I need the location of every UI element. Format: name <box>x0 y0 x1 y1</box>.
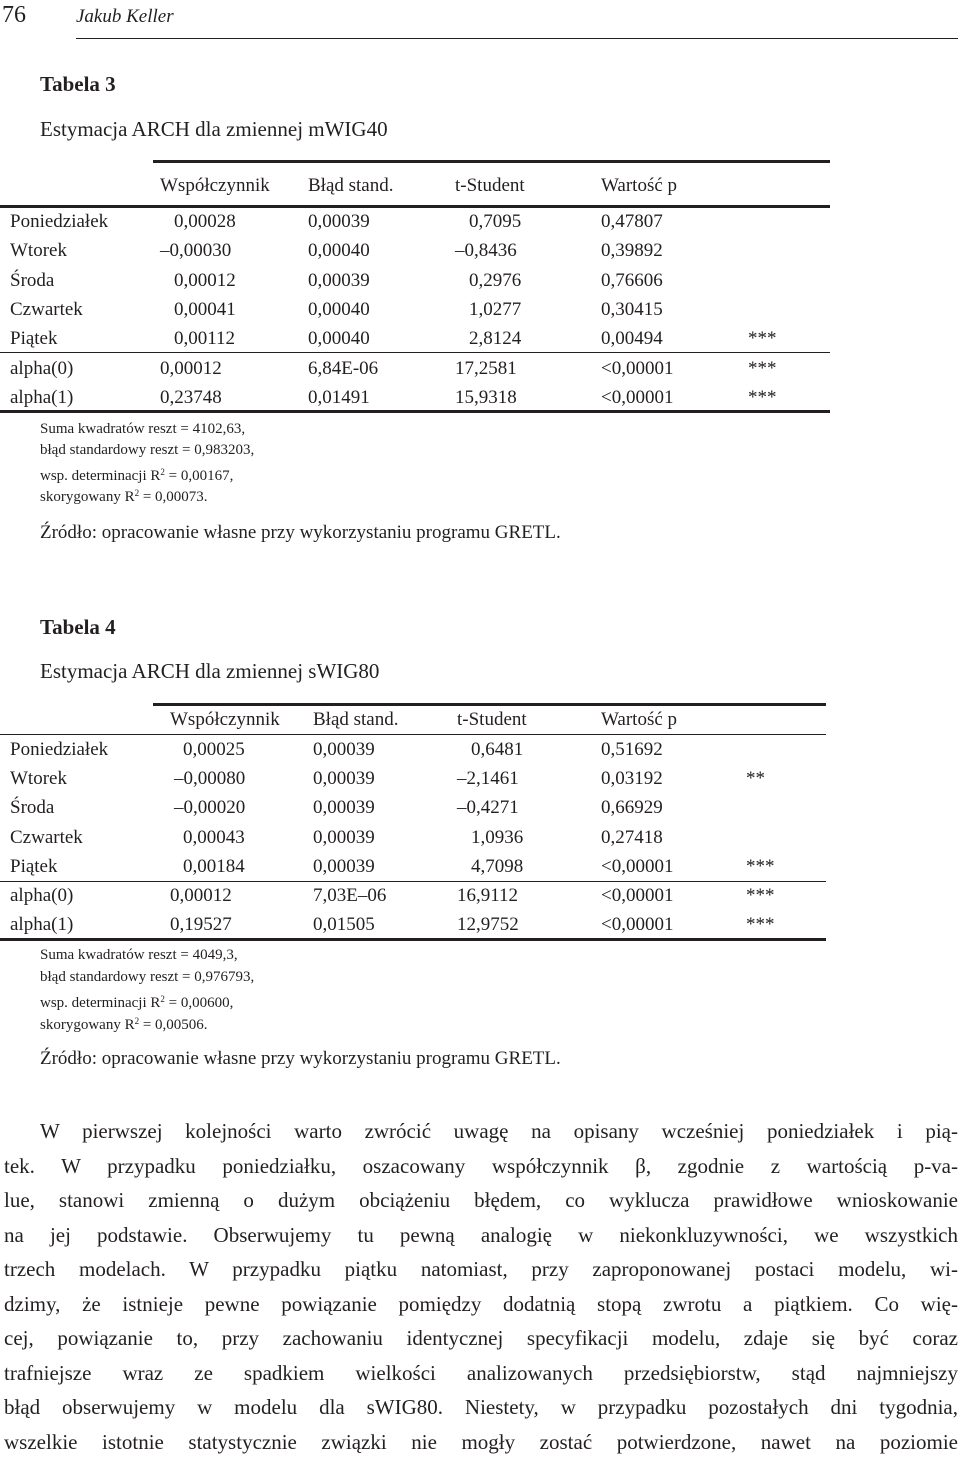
se-cell: 0,00039 <box>313 827 375 848</box>
body-line: lue, stanowi zmienną o dużym obciążeniu błędem, co wyklucza prawidłowe wnioskowanie <box>4 1188 958 1212</box>
table-rule-mid <box>0 352 830 353</box>
t-cell: 16,9112 <box>457 885 519 906</box>
row-label: Poniedziałek <box>10 211 109 232</box>
body-line: trafniejsze wraz ze spadkiem wielkości analizowanych przedsiębiorstw, stąd najmniejszy <box>4 1360 958 1385</box>
page-number: 76 <box>2 2 26 28</box>
table-rule-header <box>0 734 826 735</box>
note-line: błąd standardowy reszt = 0,983203, <box>40 442 255 458</box>
p-cell: 0,47807 <box>601 211 663 232</box>
row-label: Poniedziałek <box>10 739 109 760</box>
row-label: Środa <box>10 797 55 818</box>
coef-cell: –0,00020 <box>174 797 246 818</box>
column-header: Wartość p <box>601 709 678 730</box>
p-cell: <0,00001 <box>601 885 674 906</box>
t-cell: –2,1461 <box>457 768 519 789</box>
row-label: alpha(1) <box>10 914 74 935</box>
table-rule-bottom <box>0 938 826 941</box>
header-rule <box>76 38 958 39</box>
coef-cell: –0,00030 <box>160 240 232 261</box>
se-cell: 0,00039 <box>313 739 375 760</box>
body-line: dzimy, że istnieje pewne powiązanie pomiędzy dodatnią stopą zwrotu a piątkiem. Co wię- <box>4 1291 958 1316</box>
se-cell: 0,00039 <box>313 856 375 877</box>
column-header: Błąd stand. <box>308 175 394 196</box>
body-line: cej, powiązanie to, przy zachowaniu identycznej specyfikacji modelu, zdaje się być coraz <box>4 1326 958 1350</box>
t-cell: 1,0936 <box>471 827 524 848</box>
significance-cell: *** <box>748 387 777 408</box>
row-label: Wtorek <box>10 768 67 789</box>
significance-cell: *** <box>746 856 775 877</box>
coef-cell: 0,00025 <box>183 739 245 760</box>
t-cell: –0,8436 <box>455 240 517 261</box>
note-line: wsp. determinacji $R^2 = 0,00167$, <box>40 467 234 484</box>
p-cell: <0,00001 <box>601 358 674 379</box>
t-cell: 17,2581 <box>455 358 517 379</box>
se-cell: 0,01505 <box>313 914 375 935</box>
body-line: wszelkie istotnie statystycznie związki nie mogły zostać potwierdzone, nawet na poziomie <box>4 1429 958 1454</box>
body-line: błąd obserwujemy w modelu dla sWIG80. Niestety, w przypadku pozostałych dni tygodnia, <box>4 1395 958 1419</box>
p-cell: 0,00494 <box>601 328 663 349</box>
note-line: Suma kwadratów reszt = 4049,3, <box>40 947 238 963</box>
significance-cell: ** <box>746 768 765 789</box>
se-cell: 0,00039 <box>313 768 375 789</box>
se-cell: 6,84E-06 <box>308 358 379 379</box>
se-cell: 0,00040 <box>308 328 370 349</box>
table-4-source: Źródło: opracowanie własne przy wykorzystaniu programu GRETL. <box>40 1048 561 1069</box>
row-label: Środa <box>10 270 55 291</box>
coef-cell: –0,00080 <box>174 768 246 789</box>
se-cell: 0,00039 <box>308 211 370 232</box>
note-line: Suma kwadratów reszt = 4102,63, <box>40 421 246 437</box>
t-cell: 0,2976 <box>469 270 522 291</box>
row-label: alpha(0) <box>10 885 74 906</box>
table-3-title: Estymacja ARCH dla zmiennej mWIG40 <box>40 117 388 141</box>
coef-cell: 0,23748 <box>160 387 222 408</box>
p-cell: 0,39892 <box>601 240 663 261</box>
se-cell: 0,00039 <box>308 270 370 291</box>
column-header: Błąd stand. <box>313 709 399 730</box>
row-label: alpha(1) <box>10 387 74 408</box>
coef-cell: 0,00012 <box>160 358 222 379</box>
row-label: Piątek <box>10 856 58 877</box>
coef-cell: 0,00041 <box>174 299 236 320</box>
p-cell: 0,30415 <box>601 299 663 320</box>
t-cell: 4,7098 <box>471 856 524 877</box>
se-cell: 0,00040 <box>308 240 370 261</box>
row-label: Czwartek <box>10 299 83 320</box>
table-4-number: Tabela 4 <box>40 615 116 639</box>
table-3-number: Tabela 3 <box>40 72 116 96</box>
table-rule-bottom <box>0 410 830 413</box>
p-cell: 0,66929 <box>601 797 663 818</box>
row-label: Piątek <box>10 328 58 349</box>
t-cell: 1,0277 <box>469 299 522 320</box>
coef-cell: 0,00012 <box>174 270 236 291</box>
p-cell: <0,00001 <box>601 914 674 935</box>
table-3-source: Źródło: opracowanie własne przy wykorzystaniu programu GRETL. <box>40 522 561 543</box>
p-cell: 0,27418 <box>601 827 663 848</box>
se-cell: 0,00040 <box>308 299 370 320</box>
column-header: t-Student <box>457 709 527 730</box>
coef-cell: 0,00012 <box>170 885 232 906</box>
table-rule-top <box>153 160 830 163</box>
body-line: na jej podstawie. Obserwujemy tu pewną analogię w niekonkluzywności, we wszystkich <box>4 1222 958 1247</box>
t-cell: 15,9318 <box>455 387 517 408</box>
body-line: trzech modelach. W przypadku piątku natomiast, przy zaproponowanej postaci modelu, wi- <box>4 1257 958 1281</box>
row-label: alpha(0) <box>10 358 74 379</box>
column-header: Wartość p <box>601 175 678 196</box>
significance-cell: *** <box>746 914 775 935</box>
t-cell: 0,6481 <box>471 739 524 760</box>
coef-cell: 0,00043 <box>183 827 245 848</box>
t-cell: 12,9752 <box>457 914 519 935</box>
row-label: Wtorek <box>10 240 67 261</box>
p-cell: 0,51692 <box>601 739 663 760</box>
p-cell: 0,76606 <box>601 270 663 291</box>
column-header: t-Student <box>455 175 525 196</box>
t-cell: –0,4271 <box>457 797 519 818</box>
significance-cell: *** <box>748 358 777 379</box>
note-line: skorygowany $R^2 = 0,00506$. <box>40 1016 208 1033</box>
p-cell: <0,00001 <box>601 387 674 408</box>
running-header-author: Jakub Keller <box>76 6 174 27</box>
se-cell: 0,00039 <box>313 797 375 818</box>
coef-cell: 0,19527 <box>170 914 232 935</box>
significance-cell: *** <box>748 328 777 349</box>
body-line: tek. W przypadku poniedziałku, oszacowany współczynnik β, zgodnie z wartością p-va- <box>4 1153 958 1178</box>
p-cell: <0,00001 <box>601 856 674 877</box>
coef-cell: 0,00112 <box>174 328 236 349</box>
row-label: Czwartek <box>10 827 83 848</box>
table-rule-top <box>153 703 826 706</box>
se-cell: 0,01491 <box>308 387 370 408</box>
note-line: wsp. determinacji $R^2 = 0,00600$, <box>40 994 234 1011</box>
se-cell: 7,03E–06 <box>313 885 387 906</box>
table-rule-header <box>0 205 830 208</box>
body-paragraph <box>4 1114 958 1459</box>
t-cell: 0,7095 <box>469 211 522 232</box>
column-header: Współczynnik <box>160 175 270 196</box>
note-line: błąd standardowy reszt = 0,976793, <box>40 969 255 985</box>
table-4-title: Estymacja ARCH dla zmiennej sWIG80 <box>40 659 380 683</box>
significance-cell: *** <box>746 885 775 906</box>
t-cell: 2,8124 <box>469 328 522 349</box>
coef-cell: 0,00184 <box>183 856 245 877</box>
p-cell: 0,03192 <box>601 768 663 789</box>
column-header: Współczynnik <box>170 709 280 730</box>
body-line: W pierwszej kolejności warto zwrócić uwagę na opisany wcześniej poniedziałek i pią- <box>40 1119 958 1143</box>
note-line: skorygowany $R^2 = 0,00073$. <box>40 488 208 505</box>
coef-cell: 0,00028 <box>174 211 236 232</box>
table-rule-mid <box>0 881 826 882</box>
